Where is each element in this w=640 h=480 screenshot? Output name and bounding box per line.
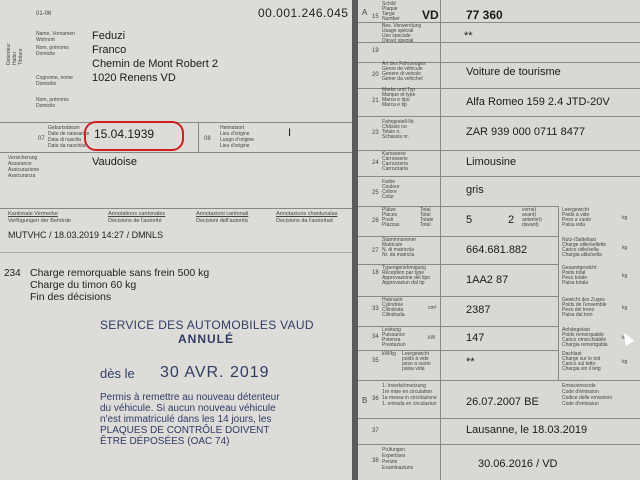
holder-label-5: Cognome, nome <box>36 75 73 81</box>
origin-code: 08 <box>204 136 211 142</box>
cc-label-3: Cilindrata <box>382 307 404 313</box>
make-label-2: Marque et type <box>382 92 416 98</box>
roof-label-1: Dachlast <box>562 351 582 357</box>
trailer-unit: kg <box>622 335 628 341</box>
reg-label-4: Nr. da matricla <box>382 252 415 258</box>
seats-sub-4: Total <box>420 222 431 228</box>
total-weight-label-4: Paisa totala <box>562 280 589 286</box>
train-weight-label-1: Gewicht des Zuges <box>562 297 605 303</box>
first-reg-label-4: 1. entrada en circulaziun <box>382 401 437 407</box>
remarks-header-it: Annotazioni cantonali <box>196 211 249 217</box>
code-33: 33 <box>372 306 379 312</box>
front-label-1: vorne) <box>522 207 537 213</box>
holder-label-4: Domicile <box>36 51 56 57</box>
origin-label-1: Heimatsort <box>220 125 245 131</box>
registration-right-page <box>358 0 640 480</box>
dob-code: 07 <box>38 136 45 142</box>
code-25: 25 <box>372 190 379 196</box>
exam-label-3: Perizie <box>382 459 398 465</box>
holder-label-3: Nom, prénoms <box>36 45 69 51</box>
payload-label-1: Nutz-/Sattellast <box>562 237 596 243</box>
front-label-4: davant) <box>522 222 539 228</box>
remarks-header-rm: Annotaziuns chantunalas <box>276 211 338 217</box>
reg-value: 664.681.882 <box>466 244 528 256</box>
code-37: 37 <box>372 428 379 434</box>
train-weight-label-4: Paisa dal tren <box>562 312 593 318</box>
reg-label-1: Stammnummer <box>382 237 417 243</box>
seats-label-2: Places <box>382 212 398 218</box>
trailer-label-3: Carico rimorchiabile <box>562 337 607 343</box>
stamp-des-le: dès le <box>100 366 135 381</box>
code-a: A <box>362 8 368 17</box>
roof-label-3: Carico sul tetto <box>562 361 596 367</box>
holder-city: 1020 Renens VD <box>92 72 176 84</box>
seats-label-3: Posti <box>382 217 394 223</box>
remarks-sub-rm: Decisions da l'autoritad <box>276 218 333 224</box>
row-line <box>358 176 640 177</box>
power-label-1: Leistung <box>382 327 401 333</box>
remarks-sub-de: Verfügungen der Behörde <box>8 218 71 224</box>
section-divider <box>0 152 352 153</box>
make-label-4: Marca e tip <box>382 102 407 108</box>
section-divider <box>0 252 352 253</box>
ratio-label-1: Leergewicht <box>402 351 429 357</box>
reg-label-3: N. di matricola <box>382 247 414 253</box>
usage-label-2: Usage spécial <box>382 28 414 34</box>
train-weight-label-2: Poids de l'ensemble <box>562 302 607 308</box>
body-label-3: Carrozzeria <box>382 161 408 167</box>
exam-label-1: Prüfungen <box>382 447 406 453</box>
exam-label-4: Examinaziuns <box>382 465 414 471</box>
holder-vertical-label-fr: Halter <box>12 51 18 65</box>
empty-weight-unit: kg <box>622 215 628 221</box>
plate-label-2: Plaque <box>382 6 398 12</box>
seats-label-1: Plätze <box>382 207 396 213</box>
holder-vertical-label-de: Detenteur <box>6 43 12 65</box>
plate-label-4: Number <box>382 16 400 22</box>
vin-label-3: Telaio n. <box>382 129 401 135</box>
holder-label-8: Domicile <box>36 103 56 109</box>
holder-label-7: Nom, prénoms <box>36 97 69 103</box>
remarks-sub-it: Decisioni dell'autorità <box>196 218 248 224</box>
column-line <box>440 0 441 480</box>
exam-label-2: Expertises <box>382 453 406 459</box>
code-b: B <box>362 396 368 405</box>
row-line <box>358 418 640 419</box>
approval-label-2: Réception par type <box>382 270 424 276</box>
trailer-label-2: Poids remorquable <box>562 332 604 338</box>
power-label-4: Prestaziun <box>382 342 406 348</box>
seats-sub-1: Total <box>420 207 431 213</box>
emission-label-2: Code d'émission <box>562 389 599 395</box>
type-label-4: Gener da vehichel <box>382 76 423 82</box>
issue-place-date: Lausanne, le 18.03.2019 <box>466 424 588 436</box>
cc-unit: cm³ <box>428 305 437 311</box>
decision-line-1: Charge remorquable sans frein 500 kg <box>30 267 210 279</box>
origin-value: I <box>288 127 292 139</box>
code-18: 18 <box>372 270 379 276</box>
holder-label-2: Wohnort <box>36 37 55 43</box>
row-line <box>358 444 640 445</box>
ratio-unit: kW/kg <box>382 351 396 357</box>
code-23: 23 <box>372 130 379 136</box>
stamp-text-2: du véhicule. Si aucun nouveau véhicule <box>100 403 276 414</box>
stamp-text-3: n'est immatriculé dans les 14 jours, les <box>100 414 272 425</box>
reg-label-2: Matricule <box>382 242 403 248</box>
type-value: Voiture de tourisme <box>466 66 561 78</box>
usage-value: ** <box>464 30 473 42</box>
vin-label-4: Schassis nr. <box>382 134 409 140</box>
total-weight-label-2: Poids total <box>562 270 586 276</box>
emission-label-4: Code d'emissiun <box>562 401 599 407</box>
body-value: Limousine <box>466 156 517 168</box>
roof-label-4: Chargia sin il tetg <box>562 366 601 372</box>
stamp-date: 30 AVR. 2019 <box>160 364 270 381</box>
total-weight-unit: kg <box>622 273 628 279</box>
field-code: 01-06 <box>36 11 52 17</box>
approval-label-4: Approvaziun dal tip <box>382 280 425 286</box>
color-value: gris <box>466 184 484 196</box>
total-weight-label-1: Gesamtgewicht <box>562 265 597 271</box>
stamp-text-1: Permis à remettre au nouveau détenteur <box>100 392 280 403</box>
code-15: 15 <box>372 14 379 20</box>
code-27: 27 <box>372 248 379 254</box>
stamp-cancelled: ANNULÉ <box>178 332 234 346</box>
total-weight-label-3: Peso totale <box>562 275 588 281</box>
make-label-1: Marke und Typ <box>382 87 415 93</box>
code-24: 24 <box>372 160 379 166</box>
seats-label-4: Plazzas <box>382 222 400 228</box>
first-reg-value: 26.07.2007 BE <box>466 396 539 408</box>
seats-value: 5 <box>466 214 473 226</box>
color-label-4: Colur <box>382 194 394 200</box>
payload-unit: kg <box>622 245 628 251</box>
type-label-3: Genere di veicolo <box>382 71 421 77</box>
decision-line-2: Charge du timon 60 kg <box>30 279 137 291</box>
cc-label-4: Cilindrada <box>382 312 405 318</box>
stamp-text-4: PLAQUES DE CONTRÔLE DOIVENT <box>100 425 270 436</box>
ratio-label-4: paisa vida <box>402 366 425 372</box>
color-label-2: Couleur <box>382 184 400 190</box>
code-36: 36 <box>372 396 379 402</box>
color-label-1: Farbe <box>382 179 396 185</box>
make-label-3: Marca e tipo <box>382 97 410 103</box>
first-reg-label-1: 1. Inverkehrsetzung <box>382 383 426 389</box>
plate-label-3: Targa <box>382 11 395 17</box>
holder-street: Chemin de Mont Robert 2 <box>92 58 218 70</box>
stamp-text-5: ÊTRE DÉPOSÉES (OAC 74) <box>100 436 230 447</box>
origin-label-4: Lieu d'origine <box>220 143 250 149</box>
holder-vertical-label-it: Titolare <box>18 48 24 65</box>
cc-value: 2387 <box>466 304 491 316</box>
insurance-label-1: Versicherung <box>8 155 38 161</box>
remarks-header-de: Kantonale Vermerke <box>8 211 58 217</box>
mouse-cursor-icon <box>620 330 635 345</box>
approval-value: 1AA2 87 <box>466 274 509 286</box>
power-value: 147 <box>466 332 485 344</box>
origin-label-3: Luogo d'origine <box>220 137 255 143</box>
empty-weight-label-3: Peso a vuoto <box>562 217 592 223</box>
front-label-2: avant) <box>522 212 536 218</box>
vin-label-2: Châssis no <box>382 124 407 130</box>
decision-code: 234 <box>4 268 21 279</box>
train-weight-unit: kg <box>622 305 628 311</box>
code-38: 38 <box>372 458 379 464</box>
usage-label-3: Uso speciale <box>382 33 411 39</box>
emission-label-3: Codice delle emissioni <box>562 395 612 401</box>
holder-label-1: Name, Vornamen <box>36 31 75 37</box>
ratio-value: ** <box>466 356 475 368</box>
make-value: Alfa Romeo 159 2.4 JTD-20V <box>466 96 610 108</box>
power-label-3: Potenza <box>382 337 401 343</box>
document-number: 00.001.246.045 <box>258 6 349 20</box>
column-line <box>558 206 559 380</box>
cc-label-2: Cylindrée <box>382 302 404 308</box>
code-21: 21 <box>372 98 379 104</box>
trailer-label-4: Chargia remortgabla <box>562 342 608 348</box>
color-label-3: Colore <box>382 189 397 195</box>
body-label-4: Carrozzaria <box>382 166 408 172</box>
train-weight-label-3: Peso del treno <box>562 307 595 313</box>
power-unit: kW <box>428 335 436 341</box>
payload-label-3: Carico utile/sella <box>562 247 599 253</box>
front-seats-value: 2 <box>508 214 515 226</box>
decision-line-3: Fin des décisions <box>30 291 112 303</box>
code-35: 35 <box>372 358 379 364</box>
dob-label-3: Data di nascita <box>48 137 82 143</box>
cc-label-1: Hubraum <box>382 297 403 303</box>
body-label-1: Karosserie <box>382 151 406 157</box>
plate-label-1: Schild <box>382 1 396 7</box>
usage-label-4: Diever spezial <box>382 38 414 44</box>
empty-weight-label-2: Poids à vide <box>562 212 590 218</box>
code-20: 20 <box>372 72 379 78</box>
type-label-1: Art des Fahrzeuges <box>382 61 426 67</box>
code-34: 34 <box>372 334 379 340</box>
body-label-2: Carrosserie <box>382 156 408 162</box>
trailer-label-1: Anhängelast <box>562 327 590 333</box>
code-19: 19 <box>372 48 379 54</box>
insurance-value: Vaudoise <box>92 156 138 168</box>
first-reg-label-2: 1re mise en circulation <box>382 389 433 395</box>
ratio-label-3: peso a vuoto <box>402 361 431 367</box>
origin-label-2: Lieu d'origine <box>220 131 250 137</box>
emission-label-1: Emissionscode <box>562 383 596 389</box>
empty-weight-label-1: Leergewicht <box>562 207 589 213</box>
roof-unit: kg <box>622 359 628 365</box>
empty-weight-label-4: Paisa vida <box>562 222 586 228</box>
code-26: 26 <box>372 218 379 224</box>
canton-code: VD <box>422 8 439 22</box>
plate-number: 77 360 <box>466 8 503 22</box>
remarks-sub-fr: Décisions de l'autorité <box>108 218 162 224</box>
approval-label-1: Typengenehmigung <box>382 265 426 271</box>
front-label-3: anteriori) <box>522 217 542 223</box>
ratio-label-2: poids à vide <box>402 356 429 362</box>
usage-label-1: Bes. Verwendung <box>382 23 422 29</box>
row-divider <box>198 122 199 152</box>
first-reg-label-3: 1a messa in circolazione <box>382 395 437 401</box>
remarks-header-fr: Annotations cantonales <box>108 211 166 217</box>
vin-value: ZAR 939 000 0711 8477 <box>466 126 586 138</box>
holder-firstname: Franco <box>92 44 127 56</box>
roof-label-2: Charge sur le toit <box>562 356 601 362</box>
section-divider <box>0 208 352 209</box>
payload-label-2: Charge utile/sellette <box>562 242 607 248</box>
holder-label-6: Domicilio <box>36 81 57 87</box>
type-label-2: Genre de véhicule <box>382 66 423 72</box>
mutation-line: MUTVHC / 18.03.2019 14:27 / DMNLS <box>8 230 164 240</box>
row-line <box>358 380 640 381</box>
insurance-label-2: Assurance <box>8 161 32 167</box>
exam-value: 30.06.2016 / VD <box>478 458 558 470</box>
dob-label-2: Date de naissance <box>48 131 90 137</box>
insurance-label-4: Assicuranza <box>8 173 36 179</box>
dob-value: 15.04.1939 <box>94 127 155 141</box>
holder-name: Feduzi <box>92 30 126 42</box>
row-line <box>358 116 640 117</box>
seats-sub-3: Totale <box>420 217 434 223</box>
approval-label-3: Approvazione del tipo <box>382 275 431 281</box>
payload-label-4: Chargia utila/sella <box>562 252 602 258</box>
dob-label-1: Geburtsdatum <box>48 125 80 131</box>
dob-label-4: Data da naschita <box>48 143 86 149</box>
power-label-2: Puissance <box>382 332 406 338</box>
vin-label-1: Fahrgestell-Nr. <box>382 119 415 125</box>
insurance-label-3: Assicurazione <box>8 167 40 173</box>
stamp-header: SERVICE DES AUTOMOBILES VAUD <box>100 318 314 332</box>
seats-sub-2: Total <box>420 212 431 218</box>
